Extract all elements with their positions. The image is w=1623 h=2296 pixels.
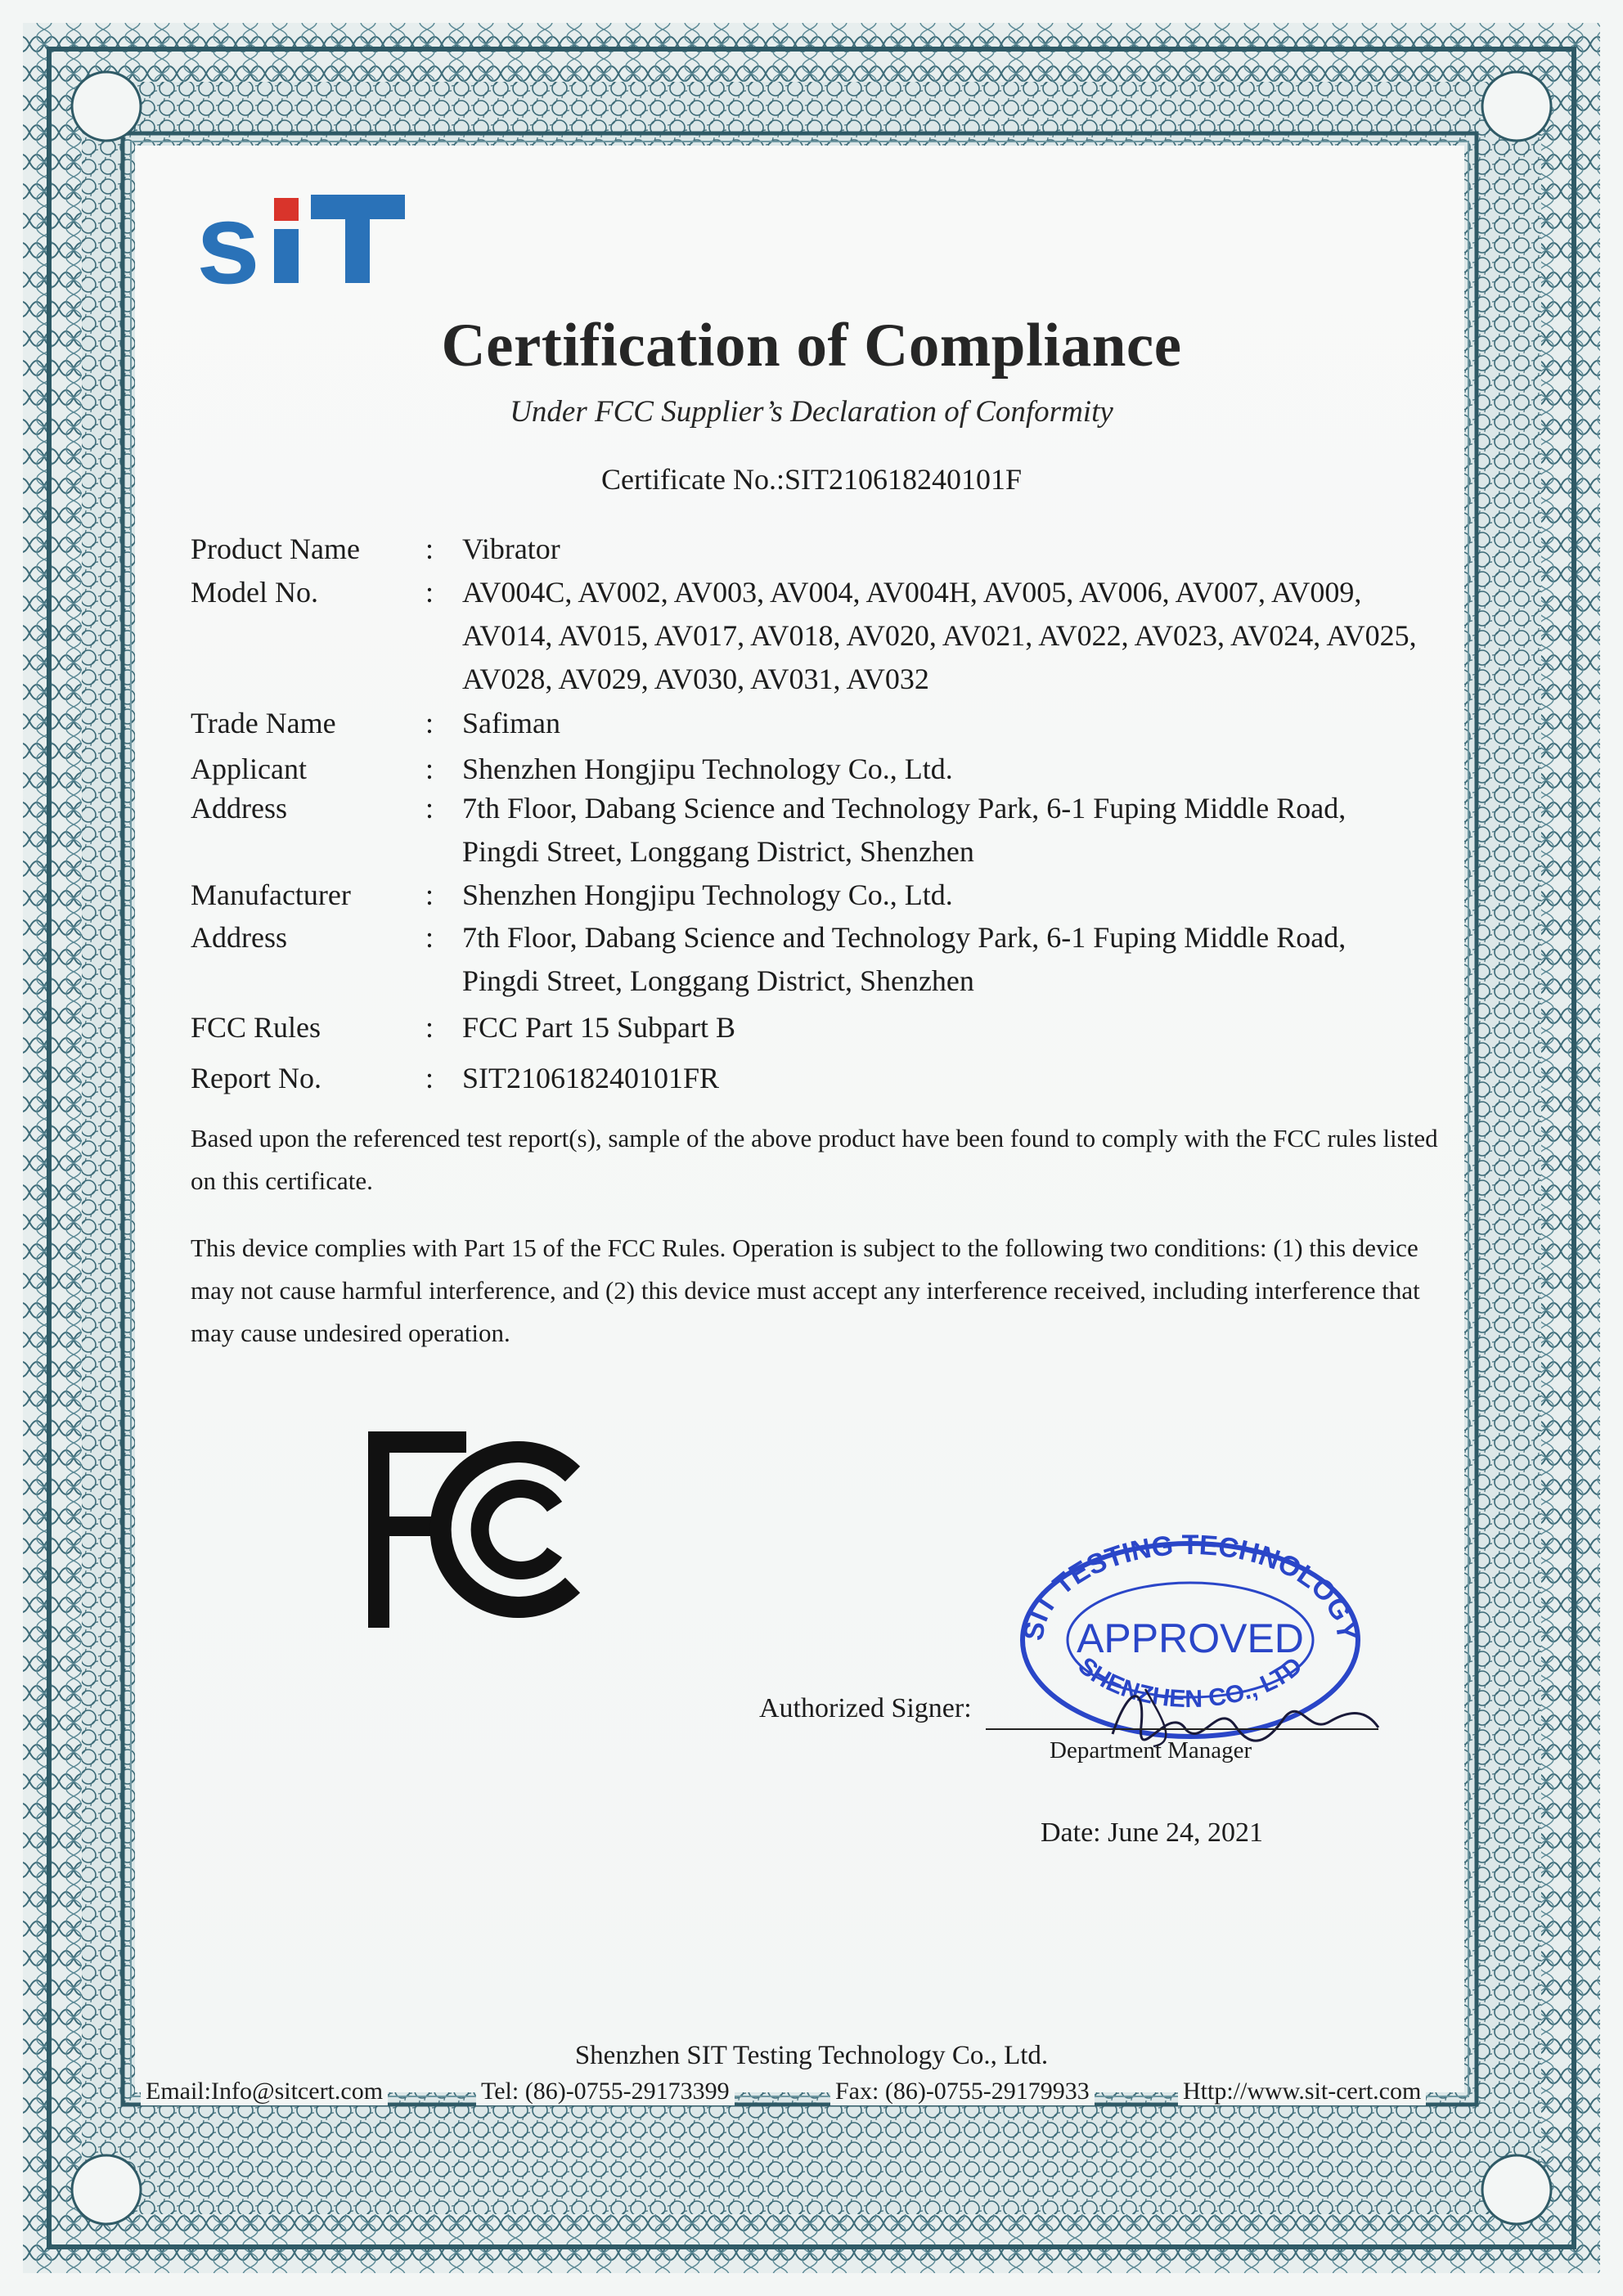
colon: : — [425, 753, 434, 785]
field-value: 7th Floor, Dabang Science and Technology Park, 6-1 Fuping Middle Road, Pingdi Street, Longgang District, Shenzhen — [462, 921, 1347, 997]
colon: : — [425, 532, 434, 565]
colon: : — [425, 576, 434, 609]
footer-fax: Fax: (86)-0755-29179933 — [830, 2078, 1095, 2105]
colon: : — [425, 1011, 434, 1044]
field-label: Product Name — [191, 532, 360, 565]
colon: : — [425, 921, 434, 954]
colon: : — [425, 792, 434, 824]
footer-email: Email:Info@sitcert.com — [141, 2078, 388, 2105]
authorized-signer-label: Authorized Signer: — [759, 1693, 972, 1723]
field-value: Vibrator — [462, 532, 560, 565]
field-value: 7th Floor, Dabang Science and Technology Park, 6-1 Fuping Middle Road, Pingdi Street, Longgang District, Shenzhen — [462, 792, 1347, 868]
compliance-statement: Based upon the referenced test report(s), sample of the above product have been found to comply with the FCC rules listed on this certificate. — [191, 1124, 1438, 1195]
field-value: SIT210618240101FR — [462, 1062, 720, 1094]
colon: : — [425, 878, 434, 911]
stamp-center-text: APPROVED — [1077, 1615, 1304, 1661]
svg-text:s: s — [196, 186, 260, 301]
page-subtitle: Under FCC Supplier’s Declaration of Conformity — [510, 395, 1113, 429]
page-title: Certification of Compliance — [441, 312, 1182, 380]
footer-website: Http://www.sit-cert.com — [1178, 2078, 1426, 2105]
field-label: Report No. — [191, 1062, 321, 1094]
issue-date: Date: June 24, 2021 — [1041, 1817, 1263, 1848]
field-label: Model No. — [191, 576, 318, 609]
field-label: Address — [191, 921, 287, 954]
footer-tel: Tel: (86)-0755-29173399 — [476, 2078, 735, 2105]
field-label: Applicant — [191, 753, 307, 785]
field-label: FCC Rules — [191, 1011, 321, 1044]
signer-title: Department Manager — [1050, 1737, 1252, 1764]
field-value: Shenzhen Hongjipu Technology Co., Ltd. — [462, 878, 953, 911]
sit-logo — [196, 186, 409, 301]
field-label: Manufacturer — [191, 878, 351, 911]
certificate-number: Certificate No.:SIT210618240101F — [601, 463, 1022, 496]
field-value: FCC Part 15 Subpart B — [462, 1011, 736, 1044]
signature-line — [986, 1728, 1378, 1730]
field-value: AV004C, AV002, AV003, AV004, AV004H, AV005, AV006, AV007, AV009, AV014, AV015, AV017, AV018, AV020, AV021, AV022, AV023, AV024, AV025, AV028, AV029, AV030, AV031, AV032 — [462, 576, 1417, 695]
fcc-logo — [368, 1431, 614, 1628]
stamp-bottom-text: SHENZHEN CO., LTD — [1072, 1651, 1308, 1714]
footer-company: Shenzhen SIT Testing Technology Co., Ltd. — [574, 2041, 1049, 2070]
fcc-conditions-statement: This device complies with Part 15 of the FCC Rules. Operation is subject to the following two conditions: (1) this device may not cause harmful interference, and (2) this device must accept any interference received, including interference that may cause undesired operation. — [191, 1233, 1420, 1347]
colon: : — [425, 707, 434, 739]
colon: : — [425, 1062, 434, 1094]
field-label: Trade Name — [191, 707, 336, 739]
stamp-top-text: SIT TESTING TECHNOLOGY — [1018, 1534, 1363, 1643]
field-value: Shenzhen Hongjipu Technology Co., Ltd. — [462, 753, 953, 785]
field-value: Safiman — [462, 707, 560, 739]
field-label: Address — [191, 792, 287, 824]
